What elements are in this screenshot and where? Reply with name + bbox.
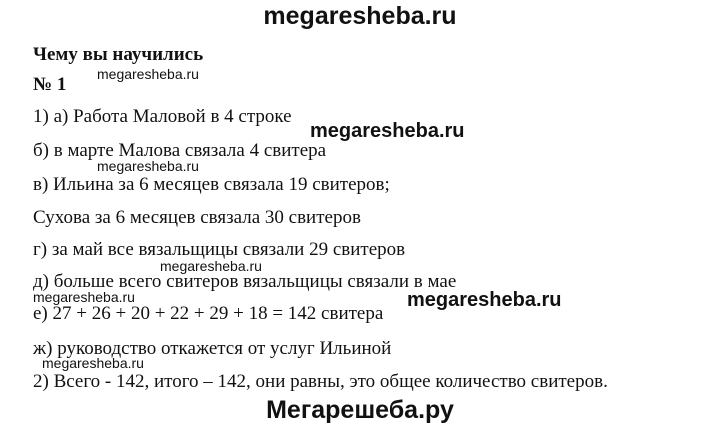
answer-line-1e: е) 27 + 26 + 20 + 22 + 29 + 18 = 142 свитера [33, 303, 384, 324]
watermark-top: megaresheba.ru [263, 2, 457, 30]
task-number: № 1 [33, 74, 67, 95]
answer-line-2: 2) Всего - 142, итого – 142, они равны, это общее количество свитеров. [33, 371, 608, 392]
answer-line-1d: д) больше всего свитеров вязальщицы связали в мае [33, 271, 457, 292]
section-title: Чему вы научились [33, 44, 204, 65]
watermark-inline: megaresheba.ru [160, 258, 262, 274]
answer-line-1zh: ж) руководство откажется от услуг Ильиной [33, 338, 392, 359]
watermark-inline: megaresheba.ru [33, 289, 135, 305]
answer-line-1v-cont: Сухова за 6 месяцев связала 30 свитеров [33, 207, 361, 228]
answer-line-1g: г) за май все вязальщицы связали 29 свитеров [33, 239, 406, 260]
watermark-bottom: Мегарешеба.ру [266, 396, 454, 424]
watermark-inline: megaresheba.ru [42, 355, 144, 371]
watermark-inline: megaresheba.ru [97, 66, 199, 82]
answer-line-1v: в) Ильина за 6 месяцев связала 19 свитеров; [33, 174, 390, 195]
answer-line-1a: 1) а) Работа Маловой в 4 строке [33, 106, 292, 127]
answer-line-1b: б) в марте Малова связала 4 свитера [33, 140, 327, 161]
watermark-inline: megaresheba.ru [97, 158, 199, 174]
watermark-inline: megaresheba.ru [310, 120, 465, 142]
watermark-inline: megaresheba.ru [407, 289, 562, 311]
